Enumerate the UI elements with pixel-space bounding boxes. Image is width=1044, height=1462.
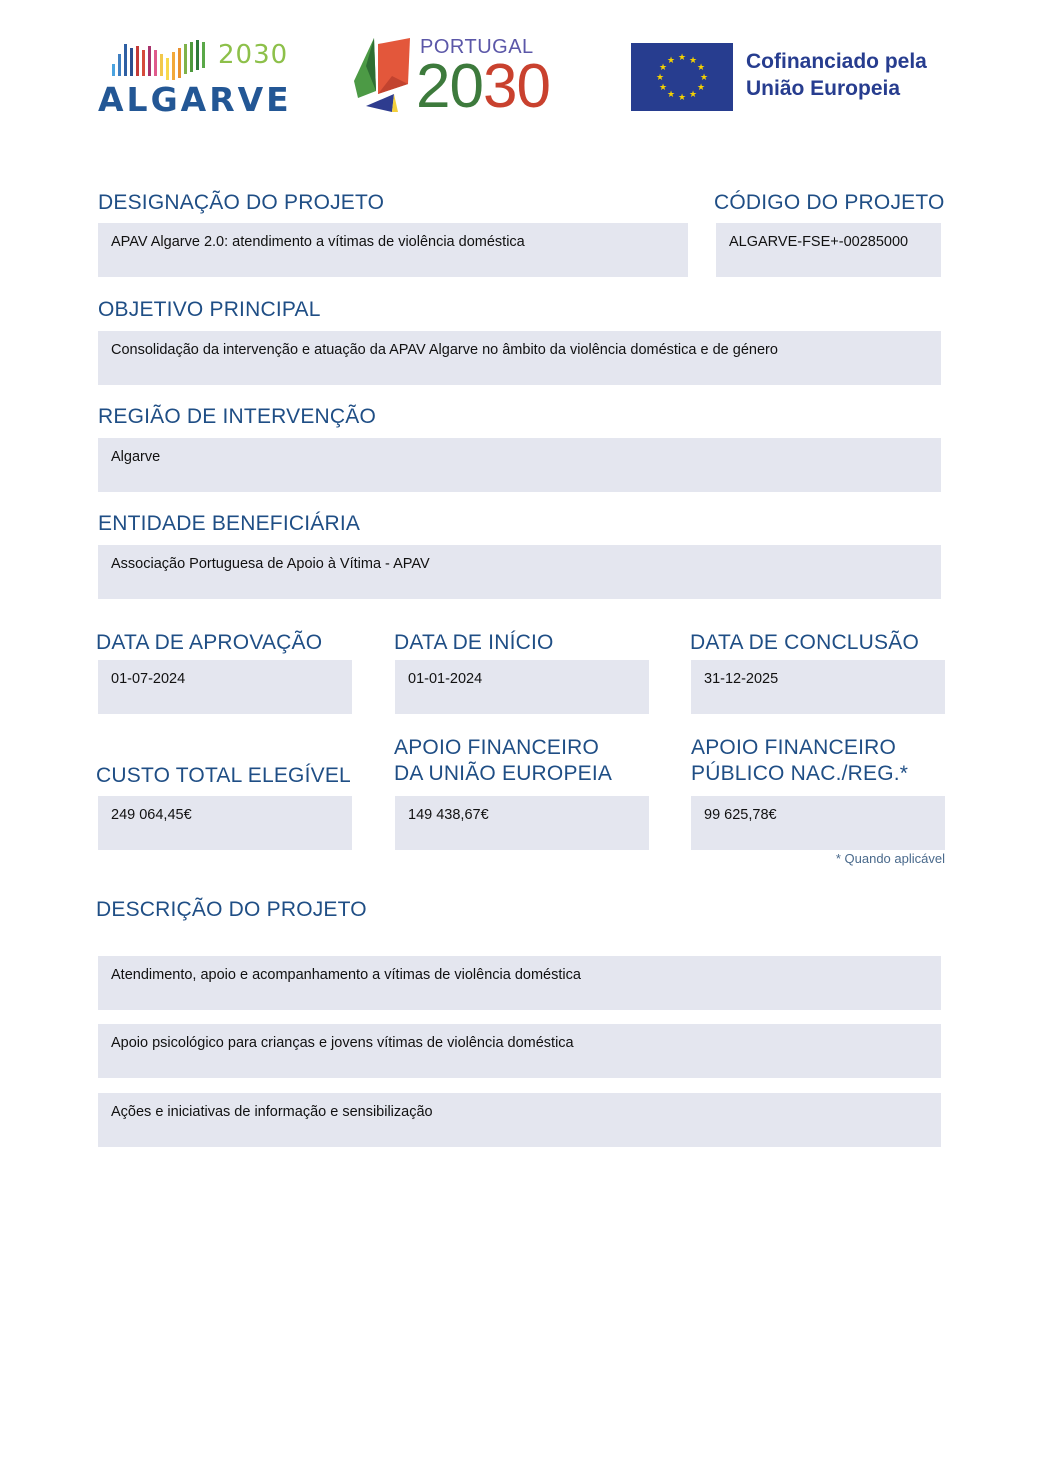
svg-text:★: ★	[688, 56, 698, 66]
svg-text:★: ★	[666, 56, 676, 66]
descricao-item-text: Apoio psicológico para crianças e jovens vítimas de violência doméstica	[111, 1035, 574, 1051]
designacao-field	[98, 223, 688, 277]
data-conclusao-value: 31-12-2025	[704, 671, 779, 687]
designacao-label: DESIGNAÇÃO DO PROJETO	[98, 191, 385, 214]
regiao-value: Algarve	[111, 449, 161, 465]
svg-text:★: ★	[658, 63, 668, 73]
apoio-ue-field	[395, 796, 649, 850]
apoio-nacional-label	[691, 735, 908, 787]
descricao-item-text: Ações e iniciativas de informação e sensibilização	[111, 1104, 433, 1120]
svg-text:★: ★	[677, 93, 687, 103]
apoio-ue-label	[394, 735, 612, 787]
svg-text:★: ★	[677, 53, 687, 63]
portugal-logo-year	[416, 52, 550, 121]
apoio-nacional-label-line2: PÚBLICO NAC./REG.*	[691, 762, 909, 785]
descricao-item	[98, 1024, 941, 1078]
data-aprovacao-label: DATA DE APROVAÇÃO	[96, 631, 323, 654]
apoio-nacional-label-line1: APOIO FINANCEIRO	[691, 736, 897, 759]
eu-text-line1: Cofinanciado pela	[746, 50, 927, 73]
algarve-logo-year: 2030	[218, 40, 289, 70]
descricao-item	[98, 1093, 941, 1147]
descricao-label: DESCRIÇÃO DO PROJETO	[96, 898, 367, 921]
algarve-bars-icon	[112, 40, 216, 80]
descricao-item-text: Atendimento, apoio e acompanhamento a vítimas de violência doméstica	[111, 967, 581, 983]
data-aprovacao-field	[98, 660, 352, 714]
svg-text:★: ★	[699, 73, 709, 83]
svg-text:★: ★	[666, 90, 676, 100]
entidade-field	[98, 545, 941, 599]
data-conclusao-field	[691, 660, 945, 714]
custo-total-field	[98, 796, 352, 850]
data-inicio-value: 01-01-2024	[408, 671, 483, 687]
footnote: * Quando aplicável	[835, 851, 945, 866]
svg-text:★: ★	[696, 83, 706, 93]
objetivo-field	[98, 331, 941, 385]
data-inicio-field	[395, 660, 649, 714]
portugal-year-red: 30	[482, 52, 550, 121]
data-conclusao-label: DATA DE CONCLUSÃO	[690, 631, 919, 654]
eu-cofunding-text	[746, 48, 927, 102]
svg-text:★: ★	[688, 90, 698, 100]
apoio-ue-value: 149 438,67€	[408, 807, 489, 823]
codigo-field	[716, 223, 941, 277]
entidade-value: Associação Portuguesa de Apoio à Vítima - APAV	[111, 556, 430, 572]
portugal-emblem-icon	[352, 36, 414, 114]
apoio-ue-label-line1: APOIO FINANCEIRO	[394, 736, 600, 759]
regiao-label: REGIÃO DE INTERVENÇÃO	[98, 405, 377, 428]
svg-text:★: ★	[655, 73, 665, 83]
entidade-label: ENTIDADE BENEFICIÁRIA	[98, 512, 361, 535]
designacao-value: APAV Algarve 2.0: atendimento a vítimas de violência doméstica	[111, 234, 525, 250]
objetivo-label: OBJETIVO PRINCIPAL	[98, 298, 321, 321]
objetivo-value: Consolidação da intervenção e atuação da APAV Algarve no âmbito da violência doméstica e de género	[111, 342, 778, 358]
codigo-label: CÓDIGO DO PROJETO	[714, 191, 945, 214]
algarve-logo-name: ALGARVE	[98, 80, 292, 119]
svg-text:★: ★	[658, 83, 668, 93]
svg-text:★: ★	[696, 63, 706, 73]
data-inicio-label: DATA DE INÍCIO	[394, 631, 554, 654]
codigo-value: ALGARVE-FSE+-00285000	[729, 234, 909, 250]
portugal-year-green: 20	[416, 52, 483, 121]
data-aprovacao-value: 01-07-2024	[111, 671, 186, 687]
portugal-logo-word: PORTUGAL	[420, 36, 534, 58]
custo-total-value: 249 064,45€	[111, 807, 192, 823]
apoio-nacional-field	[691, 796, 945, 850]
custo-total-label: CUSTO TOTAL ELEGÍVEL	[96, 764, 351, 787]
apoio-ue-label-line2: DA UNIÃO EUROPEIA	[394, 762, 613, 785]
eu-flag-icon	[631, 43, 733, 111]
apoio-nacional-value: 99 625,78€	[704, 807, 777, 823]
descricao-item	[98, 956, 941, 1010]
regiao-field	[98, 438, 941, 492]
eu-text-line2: União Europeia	[746, 77, 901, 100]
